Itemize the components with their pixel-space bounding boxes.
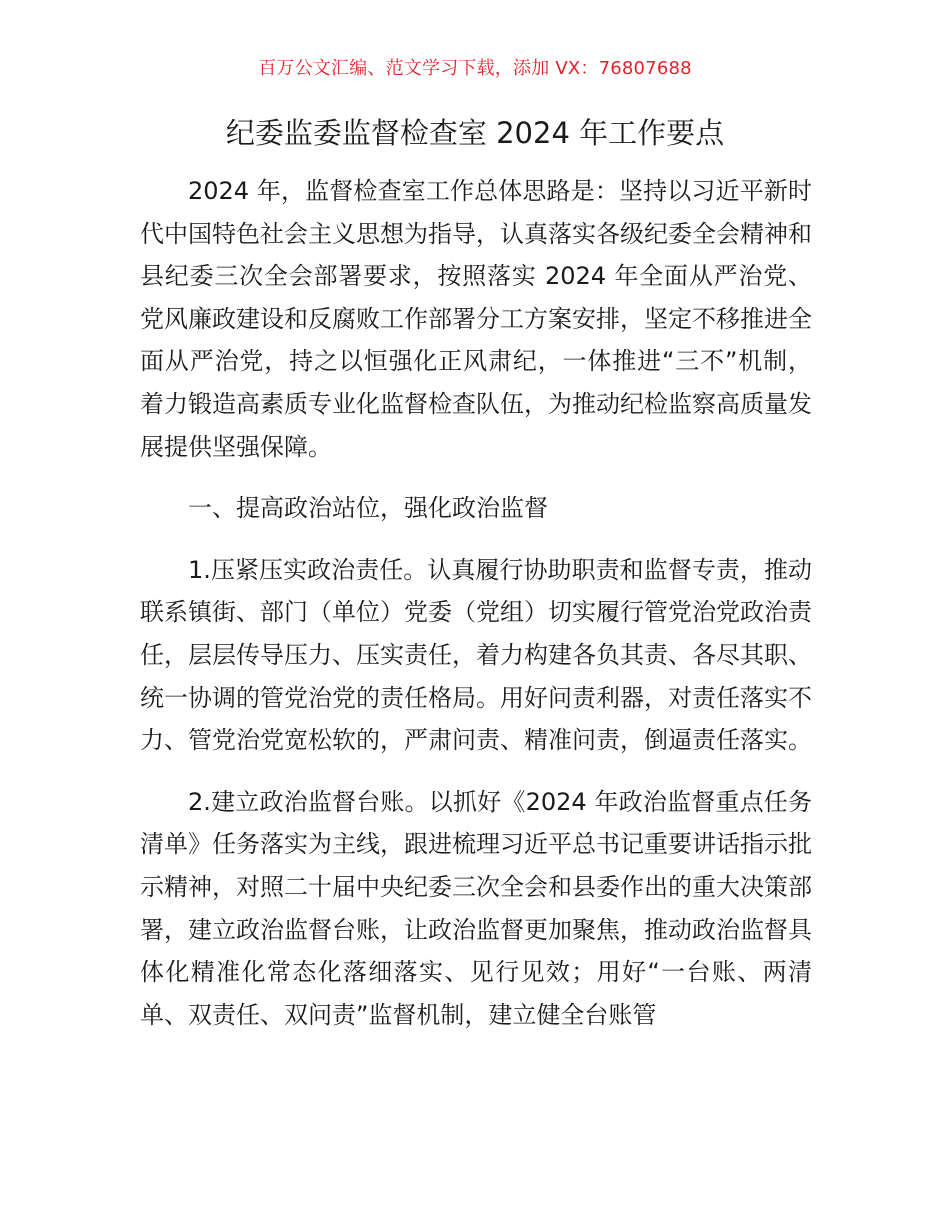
item-paragraph-2: 2.建立政治监督台账。以抓好《2024 年政治监督重点任务清单》任务落实为主线，跟进梳理习近平总书记重要讲话指示批示精神，对照二十届中央纪委三次全会和县委作出的重大决策部署，建立政治监督台账，让政治监督更加聚焦，推动政治监督具体化精准化常态化落细落实、见行见效；用好“一台账、两清单、双责任、双问责”监督机制，建立健全台账管 — [140, 787, 812, 1029]
watermark-banner: 百万公文汇编、范文学习下载，添加 VX：76807688 — [258, 58, 692, 79]
document-title: 纪委监委监督检查室 2024 年工作要点 — [225, 116, 725, 150]
item-paragraph-1: 1.压紧压实政治责任。认真履行协助职责和监督专责，推动联系镇街、部门（单位）党委（党组）切实履行管党治党政治责任，层层传导压力、压实责任，着力构建各负其责、各尽其职、统一协调的管党治党的责任格局。用好问责利器，对责任落实不力、管党治党宽松软的，严肃问责、精准问责，倒逼责任落实。 — [140, 555, 812, 755]
intro-paragraph: 2024 年，监督检查室工作总体思路是：坚持以习近平新时代中国特色社会主义思想为指导，认真落实各级纪委全会精神和县纪委三次全会部署要求，按照落实 2024 年全面从严治党、党风廉政建设和反腐败工作部署分工方案安排，坚定不移推进全面从严治党，持之以恒强化正风肃纪，一体推进“三不”机制，着力锻造高素质专业化监督检查队伍，为推动纪检监察高质量发展提供坚强保障。 — [140, 177, 812, 461]
document-body — [140, 170, 812, 1036]
section-heading: 一、提高政治站位，强化政治监督 — [188, 494, 548, 523]
